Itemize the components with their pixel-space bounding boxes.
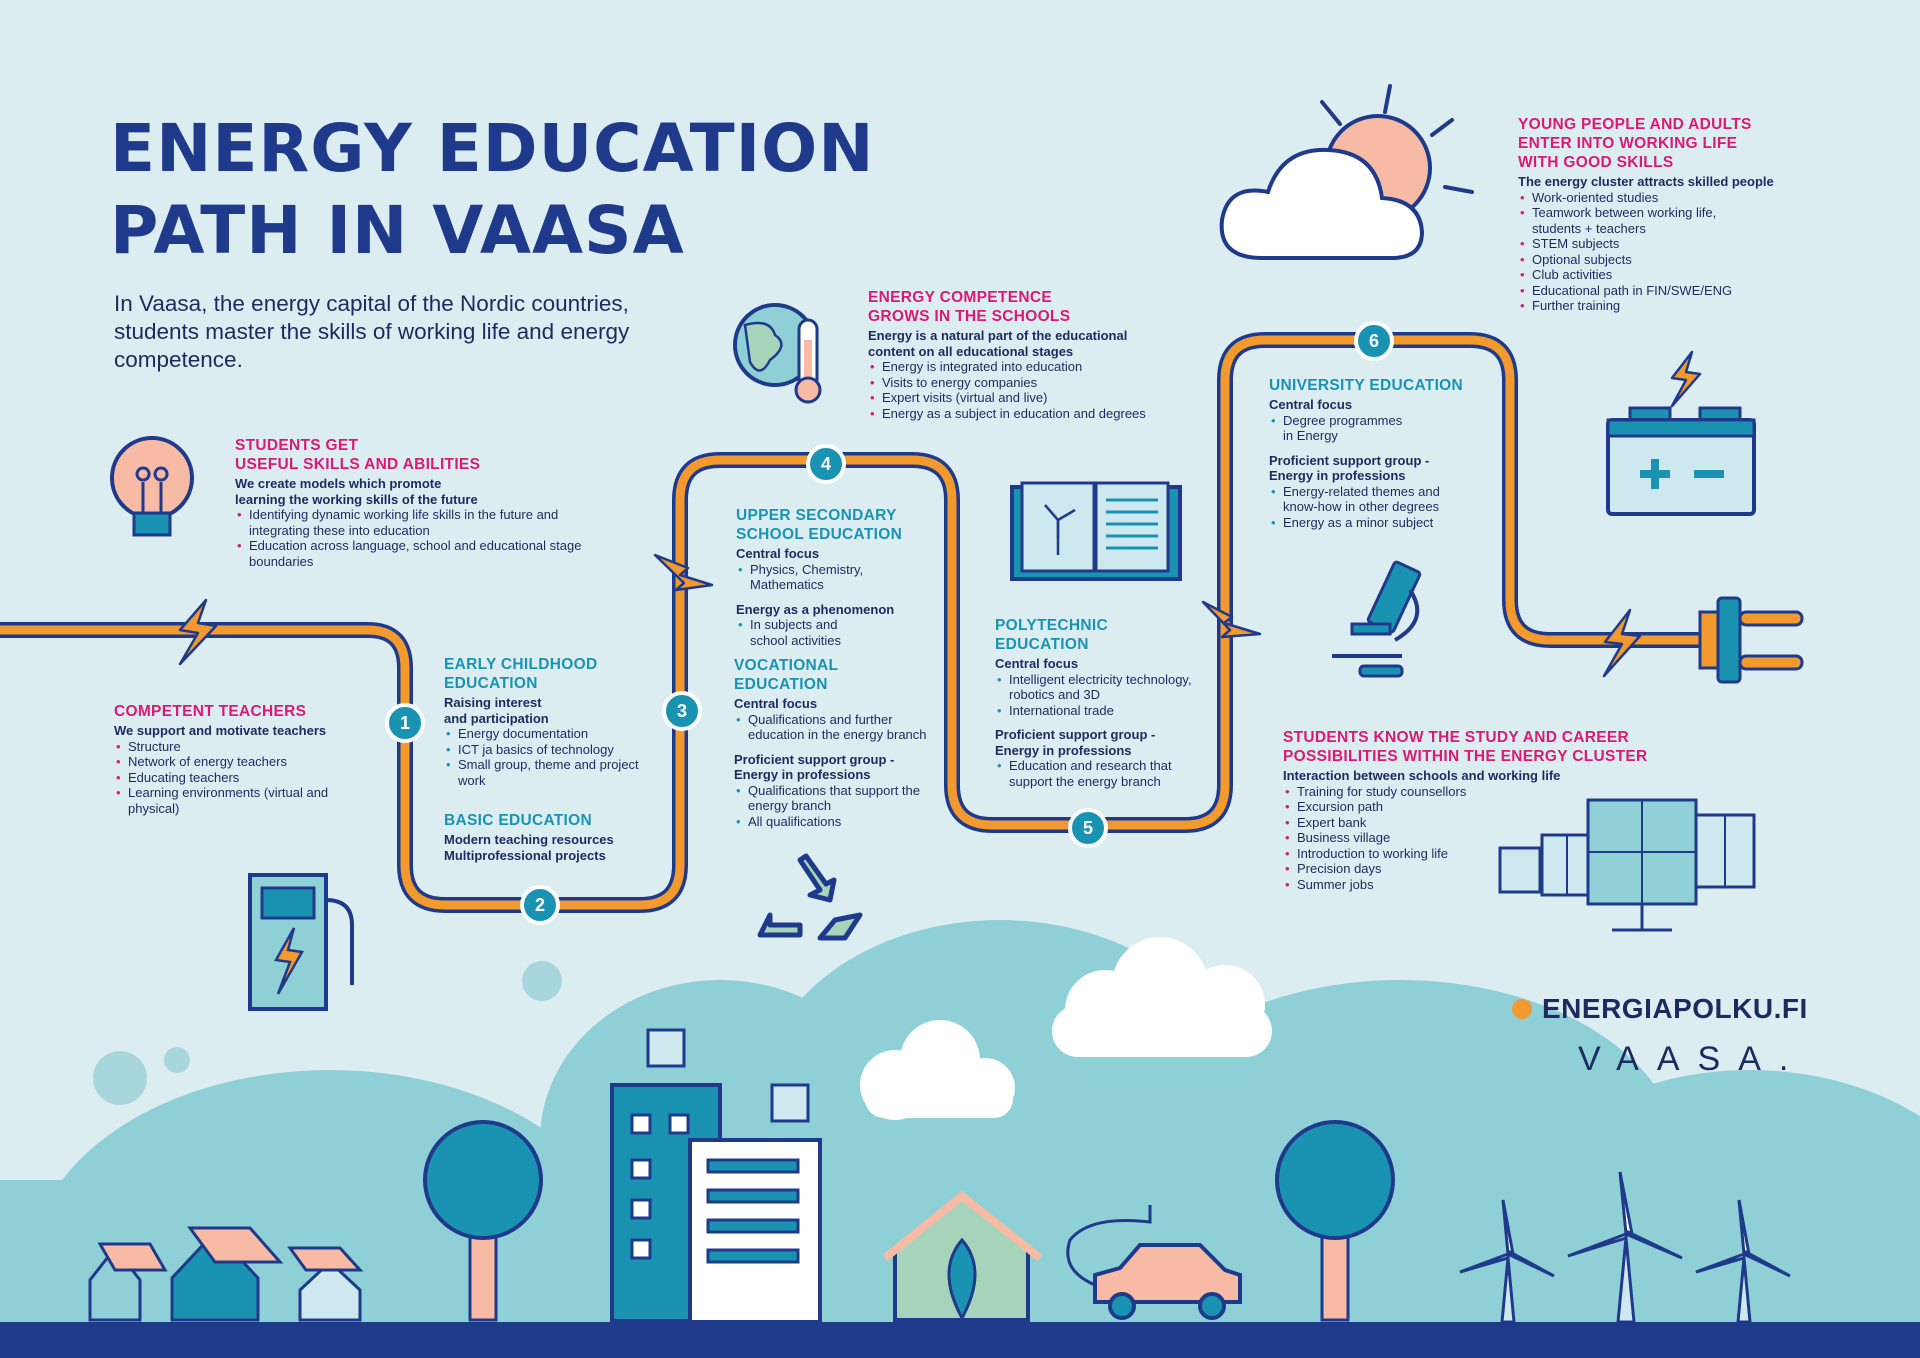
basic-education-block <box>444 811 654 863</box>
step-badge-1: 1 <box>385 703 425 743</box>
list-item: • In subjects and school activities <box>736 617 875 648</box>
list-item: • Energy-related themes and know-how in other degrees <box>1269 484 1474 515</box>
vocational-block <box>734 656 929 829</box>
upper-secondary-block <box>736 506 941 648</box>
skills-title: STUDENTS GET USEFUL SKILLS AND ABILITIES <box>235 437 481 473</box>
list-item: • Business village <box>1283 830 1663 846</box>
polytechnic-block <box>995 616 1205 789</box>
list-item: • Energy documentation <box>444 726 649 742</box>
young-people-subtitle: The energy cluster attracts skilled people <box>1518 174 1774 189</box>
vocational-list <box>734 712 929 743</box>
globe-thermometer-icon <box>735 305 820 402</box>
university-list <box>1269 413 1474 444</box>
schools-block <box>868 288 1198 421</box>
page-title <box>110 108 875 272</box>
list-item: • Educating teachers <box>114 770 344 786</box>
recycle-icon <box>760 856 860 938</box>
early-childhood-list <box>444 726 649 788</box>
step-badge-3: 3 <box>662 691 702 731</box>
basic-education-line1: Modern teaching resources <box>444 832 614 847</box>
upper-secondary-list2 <box>736 617 941 648</box>
list-item: • ICT ja basics of technology <box>444 742 649 758</box>
charging-station-icon <box>250 875 352 1009</box>
vaasa-logo: VAASA. <box>1578 1040 1807 1078</box>
list-item: • Small group, theme and project work <box>444 757 649 788</box>
list-item: • Network of energy teachers <box>114 754 344 770</box>
list-item: • Summer jobs <box>1283 877 1663 893</box>
website-link[interactable] <box>1512 993 1808 1025</box>
step-badge-4: 4 <box>806 444 846 484</box>
list-item: • Teamwork between working life, students + teachers <box>1518 205 1742 236</box>
step-badge-2: 2 <box>520 885 560 925</box>
schools-subtitle: Energy is a natural part of the educational content on all educational stages <box>868 328 1128 359</box>
polytechnic-list <box>995 672 1205 719</box>
list-item: • Energy is integrated into education <box>868 359 1198 375</box>
early-childhood-block <box>444 655 649 788</box>
career-subtitle: Interaction between schools and working life <box>1283 768 1561 783</box>
career-title: STUDENTS KNOW THE STUDY AND CAREER POSSIBILITIES WITHIN THE ENERGY CLUSTER <box>1283 729 1648 765</box>
schools-title: ENERGY COMPETENCE GROWS IN THE SCHOOLS <box>868 289 1071 325</box>
list-item: • Education and research that support the energy branch <box>995 758 1205 789</box>
step-badge-6: 6 <box>1354 321 1394 361</box>
website-link-text: ENERGIAPOLKU.FI <box>1542 993 1808 1024</box>
list-item: • Intelligent electricity technology, robotics and 3D <box>995 672 1205 703</box>
polytechnic-list2 <box>995 758 1205 789</box>
list-item: • Qualifications that support the energy branch <box>734 783 929 814</box>
polytechnic-subtitle: Central focus <box>995 656 1079 671</box>
lightning-bolt-icon <box>180 600 216 664</box>
microscope-icon <box>1332 561 1421 676</box>
step-badge-5: 5 <box>1068 808 1108 848</box>
university-list2 <box>1269 484 1474 531</box>
page-title-line2: PATH IN VAASA <box>110 192 685 269</box>
list-item: • Visits to energy companies <box>868 375 1198 391</box>
list-item: • Expert visits (virtual and live) <box>868 390 1198 406</box>
list-item: • Training for study counsellors <box>1283 784 1663 800</box>
cursor-arrow-icon <box>1512 999 1532 1019</box>
upper-secondary-list <box>736 562 941 593</box>
list-item: • Further training <box>1518 298 1788 314</box>
university-subtitle: Central focus <box>1269 397 1353 412</box>
teachers-list <box>114 739 344 817</box>
list-item: • Energy as a minor subject <box>1269 515 1474 531</box>
list-item: • Expert bank <box>1283 815 1663 831</box>
lightning-bolt-icon <box>1672 352 1700 406</box>
sun-cloud-icon <box>1222 86 1472 258</box>
young-people-title: YOUNG PEOPLE AND ADULTS ENTER INTO WORKING LIFE WITH GOOD SKILLS <box>1518 116 1752 171</box>
list-item: • Optional subjects <box>1518 252 1788 268</box>
skills-subtitle: We create models which promote learning the working skills of the future <box>235 476 478 507</box>
book-icon <box>1012 483 1180 579</box>
battery-icon <box>1608 408 1754 514</box>
vocational-subtitle: Central focus <box>734 696 818 711</box>
university-subtitle2: Proficient support group - Energy in professions <box>1269 452 1430 483</box>
young-people-block <box>1518 115 1788 314</box>
basic-education-title: BASIC EDUCATION <box>444 812 593 829</box>
career-list <box>1283 784 1663 893</box>
vocational-list2 <box>734 783 929 830</box>
list-item: • International trade <box>995 703 1205 719</box>
list-item: • Work-oriented studies <box>1518 190 1788 206</box>
skills-list <box>235 507 605 569</box>
university-block <box>1269 376 1474 530</box>
list-item: • Introduction to working life <box>1283 846 1663 862</box>
lightbulb-icon <box>112 438 192 535</box>
intro-text: In Vaasa, the energy capital of the Nordic countries, students master the skills of working life and energy competence. <box>114 291 630 372</box>
list-item: • Educational path in FIN/SWE/ENG <box>1518 283 1788 299</box>
polytechnic-subtitle2: Proficient support group - Energy in professions <box>995 727 1156 758</box>
list-item: • All qualifications <box>734 814 929 830</box>
list-item: • Physics, Chemistry, Mathematics <box>736 562 895 593</box>
skills-block <box>235 436 605 569</box>
vocational-title: VOCATIONAL EDUCATION <box>734 657 839 693</box>
teachers-subtitle: We support and motivate teachers <box>114 723 327 738</box>
list-item: • Excursion path <box>1283 799 1663 815</box>
ground-strip <box>0 1322 1920 1358</box>
plug-icon <box>1700 598 1802 682</box>
lightning-bolt-icon <box>1604 610 1640 676</box>
list-item: • Club activities <box>1518 267 1788 283</box>
early-childhood-title: EARLY CHILDHOOD EDUCATION <box>444 656 598 692</box>
schools-list <box>868 359 1198 421</box>
list-item: • Structure <box>114 739 344 755</box>
polytechnic-title: POLYTECHNIC EDUCATION <box>995 617 1108 653</box>
upper-secondary-title: UPPER SECONDARY SCHOOL EDUCATION <box>736 507 903 543</box>
list-item: • Degree programmes in Energy <box>1269 413 1413 444</box>
basic-education-line2: Multiprofessional projects <box>444 847 606 863</box>
university-title: UNIVERSITY EDUCATION <box>1269 377 1464 394</box>
page-title-line1: ENERGY EDUCATION <box>110 110 875 187</box>
vocational-subtitle2: Proficient support group - Energy in professions <box>734 751 895 782</box>
list-item: • Identifying dynamic working life skills in the future and integrating these into education <box>235 507 605 538</box>
list-item: • Qualifications and further education in the energy branch <box>734 712 929 743</box>
list-item: • Learning environments (virtual and physical) <box>114 785 344 816</box>
teachers-block <box>114 702 344 816</box>
list-item: • STEM subjects <box>1518 236 1788 252</box>
teachers-title: COMPETENT TEACHERS <box>114 703 307 720</box>
young-people-list <box>1518 190 1788 314</box>
early-childhood-subtitle: Raising interest and participation <box>444 695 549 726</box>
list-item: • Precision days <box>1283 861 1663 877</box>
career-block <box>1283 728 1663 892</box>
upper-secondary-subtitle: Central focus <box>736 546 820 561</box>
list-item: • Energy as a subject in education and degrees <box>868 406 1198 422</box>
list-item: • Education across language, school and educational stage boundaries <box>235 538 605 569</box>
upper-secondary-subtitle2: Energy as a phenomenon <box>736 601 895 617</box>
